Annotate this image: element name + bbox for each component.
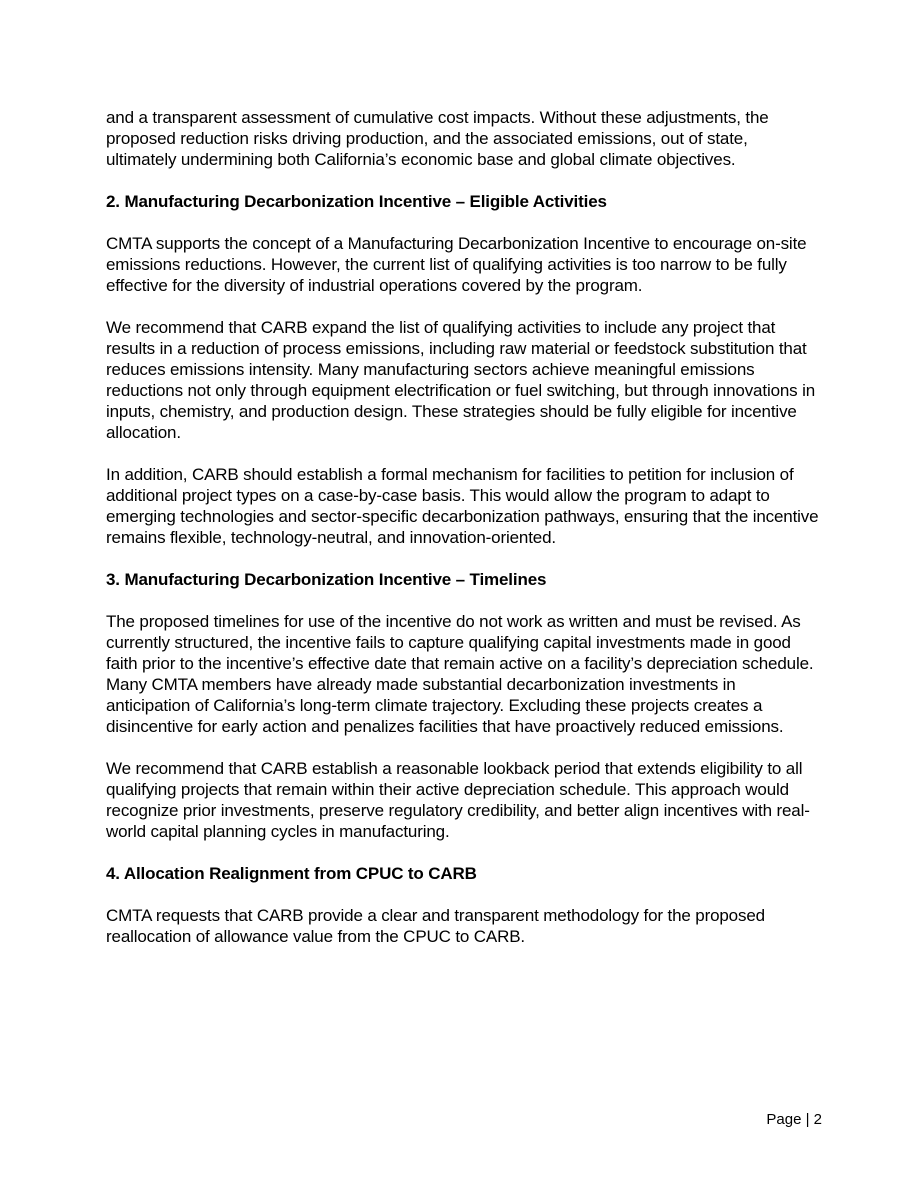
section-heading-allocation-realignment: 4. Allocation Realignment from CPUC to CARB xyxy=(106,864,477,883)
document-body xyxy=(106,107,822,947)
section-paragraph: CMTA supports the concept of a Manufacturing Decarbonization Incentive to encourage on-site emissions reductions. However, the current list of qualifying activities is too narrow to be fully effective for the diversity of industrial operations covered by the program. xyxy=(106,234,807,295)
section-paragraph: We recommend that CARB expand the list of qualifying activities to include any project that results in a reduction of process emissions, including raw material or feedstock substitution that reduces emissions intensity. Many manufacturing sectors achieve meaningful emissions reductions not only through equipment electrification or fuel switching, but through innovations in inputs, chemistry, and production design. These strategies should be fully eligible for incentive allocation. xyxy=(106,318,816,442)
section-paragraph: In addition, CARB should establish a formal mechanism for facilities to petition for inclusion of additional project types on a case-by-case basis. This would allow the program to adapt to emerging technologies and sector-specific decarbonization pathways, ensuring that the incentive remains flexible, technology-neutral, and innovation-oriented. xyxy=(106,465,819,547)
section-heading-eligible-activities: 2. Manufacturing Decarbonization Incentive – Eligible Activities xyxy=(106,192,607,211)
section-paragraph: CMTA requests that CARB provide a clear and transparent methodology for the proposed reallocation of allowance value from the CPUC to CARB. xyxy=(106,906,765,946)
page-number: Page | 2 xyxy=(766,1111,822,1128)
section-paragraph: We recommend that CARB establish a reasonable lookback period that extends eligibility to all qualifying projects that remain within their active depreciation schedule. This approach would recognize prior investments, preserve regulatory credibility, and better align incentives with real-world capital planning cycles in manufacturing. xyxy=(106,759,810,841)
section-paragraph: The proposed timelines for use of the incentive do not work as written and must be revised. As currently structured, the incentive fails to capture qualifying capital investments made in good faith prior to the incentive’s effective date that remain active on a facility’s depreciation schedule. Many CMTA members have already made substantial decarbonization investments in anticipation of California’s long-term climate trajectory. Excluding these projects creates a disincentive for early action and penalizes facilities that have proactively reduced emissions. xyxy=(106,612,814,736)
intro-paragraph: and a transparent assessment of cumulative cost impacts. Without these adjustments, the proposed reduction risks driving production, and the associated emissions, out of state, ultimately undermining both California’s economic base and global climate objectives. xyxy=(106,108,769,169)
section-heading-timelines: 3. Manufacturing Decarbonization Incentive – Timelines xyxy=(106,570,547,589)
